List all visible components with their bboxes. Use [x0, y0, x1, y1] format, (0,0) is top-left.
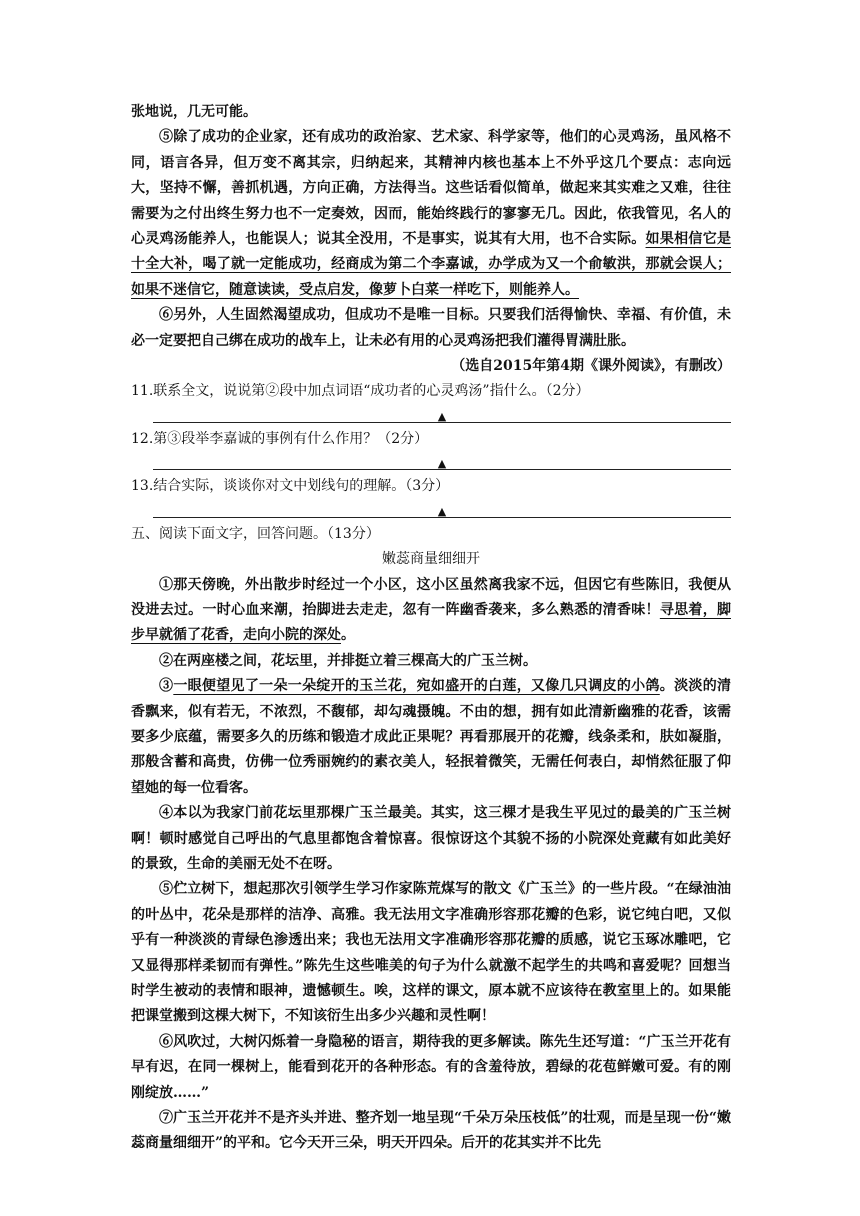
answer-triangle-icon: ▲ — [437, 409, 447, 423]
article-paragraph-4: ④本以为我家门前花坛里那棵广玉兰最美。其实，这三棵才是我生平见过的最美的广玉兰树啊！顿时感觉自己呼出的气息里都饱含着惊喜。很惊讶这个其貌不扬的小院深处竟藏有如此美好的景致，生命的美丽无处不在呀。 — [131, 805, 731, 872]
article-paragraph-3-num: ③ — [159, 678, 174, 695]
underlined-sentence: 寻思着，脚步早就循了花香，走向小院的深处 — [131, 601, 731, 644]
underlined-sentence: 如果相信它是十全大补，喝了就一定能成功，经商成为第二个李嘉诚，办学成为又一个俞敏洪，那就会误人；如果不迷信它，随意读读，受点启发，像萝卜白菜一样吃下，则能养人。 — [131, 231, 732, 298]
article-paragraph-1-end: 。 — [341, 627, 355, 644]
document-page — [131, 100, 731, 1157]
question-13: 13.结合实际，谈谈你对文中划线句的理解。（3分） — [131, 478, 450, 495]
underlined-sentence: 一眼便望见了一朵一朵绽开的玉兰花，宛如盛开的白莲，又像几只调皮的小鸽 — [173, 678, 660, 695]
article-paragraph-6: ⑥风吹过，大树闪烁着一身隐秘的语言，期待我的更多解读。陈先生还写道：“广玉兰开花有早有迟，在同一棵树上，能看到花开的各种形态。有的含羞待放，碧绿的花苞鲜嫩可爱。有的刚刚绽放……” — [131, 1033, 731, 1101]
article-paragraph-2: ②在两座楼之间，花坛里，并排挺立着三棵高大的广玉兰树。 — [159, 652, 537, 669]
article-paragraph-3 — [131, 674, 731, 801]
section-5-heading: 五、阅读下面文字，回答问题。（13分） — [131, 525, 380, 542]
answer-underline — [153, 422, 731, 423]
paragraph-5-text: ⑤除了成功的企业家，还有成功的政治家、艺术家、科学家等，他们的心灵鸡汤，虽风格不同，语言各异，但万变不离其宗，归纳起来，其精神内核也基本上不外乎这几个要点：志向远大，坚持不懈，善抓机遇，方向正确，方法得当。这些话看似简单，做起来其实难之又难，往往需要为之付出终生努力也不一定奏效，因而，能始终践行的寥寥无几。因此，依我管见，名人的心灵鸡汤能养人，也能误人；说其全没用，不是事实，说其有大用，也不合实际。 — [131, 129, 731, 248]
answer-line-12[interactable] — [153, 452, 731, 474]
article-paragraph-3-text: 。淡淡的清香飘来，似有若无，不浓烈，不馥郁，却勾魂摄魄。不由的想，拥有如此清新幽雅的花香，该需要多少底蕴，需要多久的历练和锻造才成此正果呢？再看那展开的花瓣，线条柔和，肤如凝脂，那般含蓄和高贵，仿佛一位秀丽婉约的素衣美人，轻抿着微笑，无需任何表白，却悄然征服了仰望她的每一位看客。 — [131, 678, 732, 796]
answer-triangle-icon: ▲ — [437, 457, 447, 471]
answer-underline — [153, 517, 731, 518]
article-title: 嫩蕊商量细细开 — [382, 551, 480, 568]
question-12: 12.第③段举李嘉诚的事例有什么作用？（2分） — [131, 430, 429, 447]
article-paragraph-7: ⑦广玉兰开花并不是齐头并进、整齐划一地呈现“千朵万朵压枝低”的壮观，而是呈现一份“嫩蕊商量细细开”的平和。它今天开三朵，明天开四朵。后开的花其实并不比先 — [131, 1110, 731, 1152]
article-paragraph-5: ⑤伫立树下，想起那次引领学生学习作家陈荒煤写的散文《广玉兰》的一些片段。“在绿油油的叶丛中，花朵是那样的洁净、高雅。我无法用文字准确形容那花瓣的色彩，说它纯白吧，又似乎有一种淡淡的青绿色渗透出来；我也无法用文字准确形容那花瓣的质感，说它玉琢冰雕吧，它又显得那样柔韧而有弹性。”陈先生这些唯美的句子为什么就激不起学生的共鸣和喜爱呢？回想当时学生被动的表情和眼神，遗憾顿生。唉，这样的课文，原本就不应该待在教室里上的。如果能把课堂搬到这棵大树下，不知该衍生出多少兴趣和灵性啊！ — [131, 881, 731, 1025]
article-paragraph-1-text: ①那天傍晚，外出散步时经过一个小区，这小区虽然离我家不远，但因它有些陈旧，我便从没进去过。一时心血来潮，抬脚进去走走，忽有一阵幽香袭来，多么熟悉的清香味！ — [131, 576, 731, 618]
article-paragraph-1 — [131, 573, 731, 649]
paragraph-continuation: 张地说，几无可能。 — [131, 104, 257, 120]
answer-line-13[interactable] — [153, 500, 731, 522]
answer-line-11[interactable] — [153, 405, 731, 427]
answer-triangle-icon: ▲ — [437, 504, 447, 518]
source-citation: （选自2015年第4期《课外阅读》，有删改） — [451, 358, 731, 375]
answer-underline — [153, 469, 731, 470]
question-11: 11.联系全文，说说第②段中加点词语“成功者的心灵鸡汤”指什么。（2分） — [131, 383, 590, 400]
paragraph-6: ⑥另外，人生固然渴望成功，但成功不是唯一目标。只要我们活得愉快、幸福、有价值，未必一定要把自己绑在成功的战车上，让未必有用的心灵鸡汤把我们灌得胃满肚胀。 — [131, 307, 731, 349]
paragraph-5 — [131, 125, 731, 303]
